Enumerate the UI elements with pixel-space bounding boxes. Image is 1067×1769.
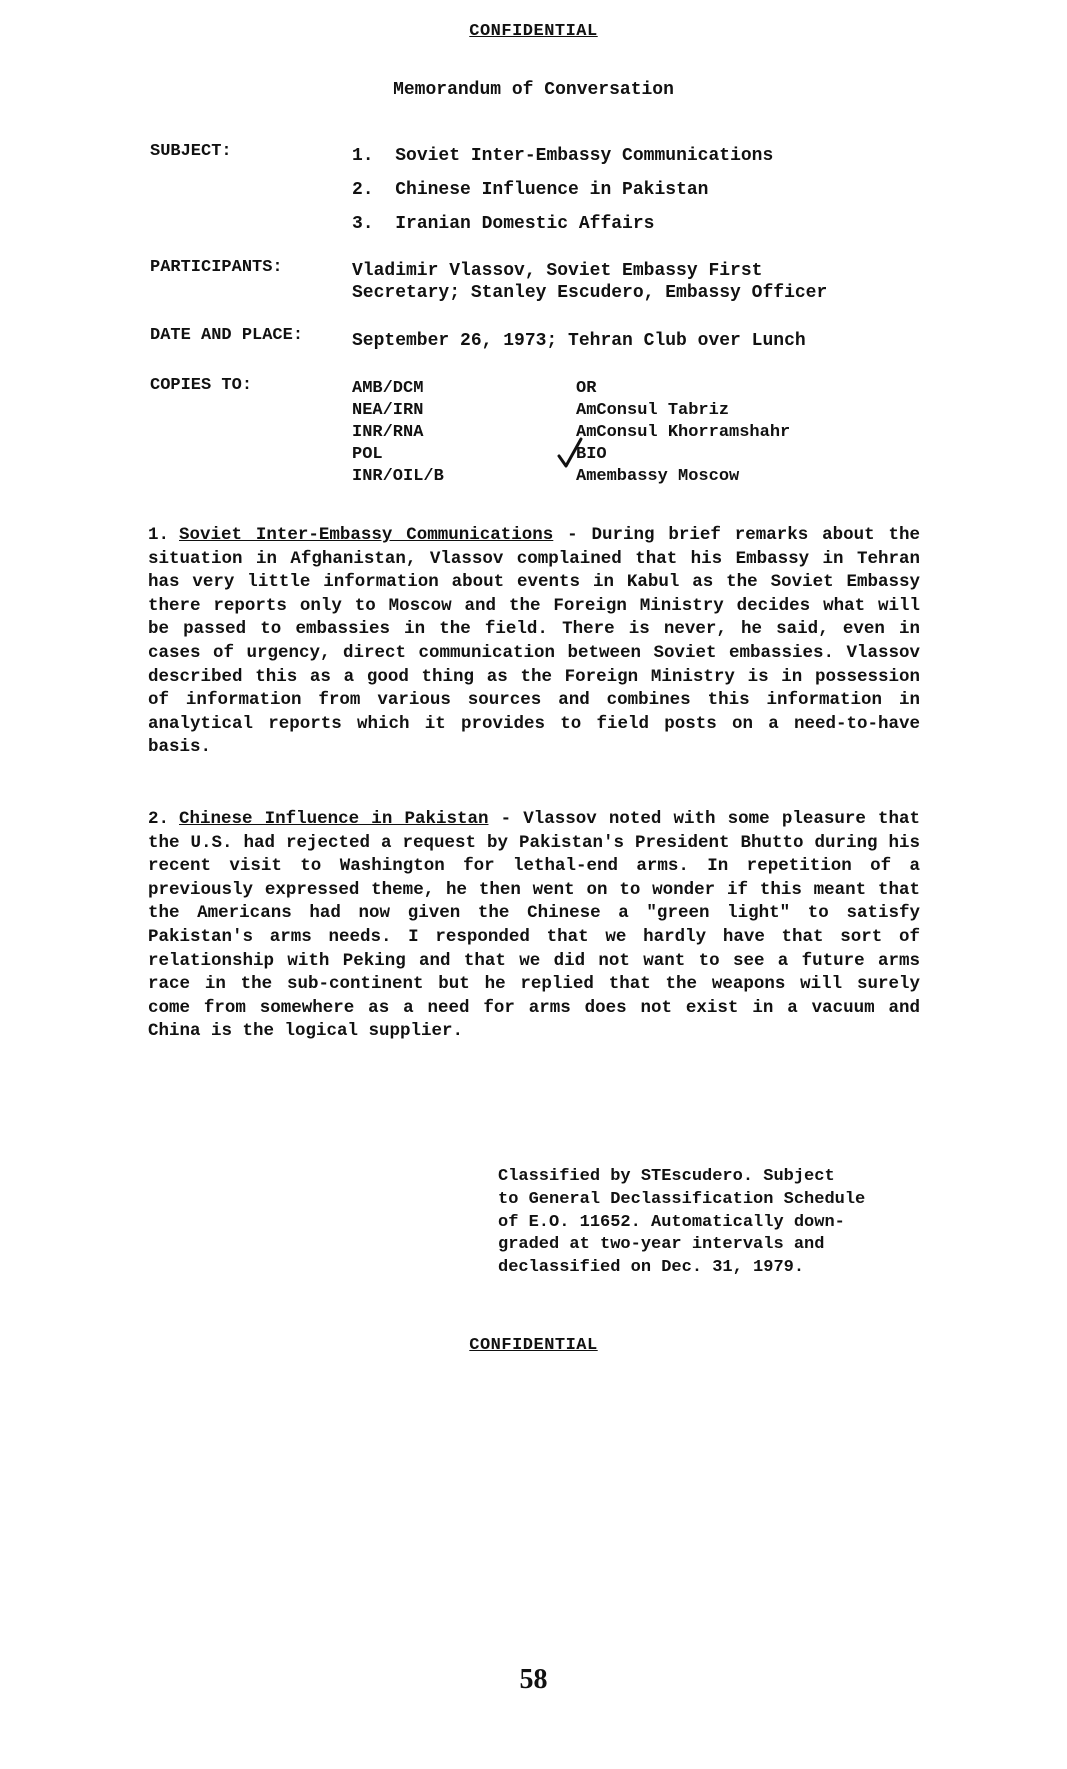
paragraph-number: 2.	[148, 809, 170, 829]
copies-recipient: INR/OIL/B	[352, 467, 444, 486]
copies-recipient: AmConsul Khorramshahr	[576, 423, 791, 442]
copies-recipient: NEA/IRN	[352, 401, 424, 420]
paragraph-body: During brief remarks about the situation in Afghanistan, Vlassov complained that his Embassy in Tehran has very little information about events in Kabul as the Soviet Embassy there reports only to Moscow and the Foreign Ministry decides what will be passed to embassies in the field. There is never, he said, even in cases of urgency, direct communication between Soviet embassies. Vlassov described this as a good thing as the Foreign Ministry is in possession of information from various sources and combines this information in analytical reports which it provides to field posts on a need-to-have basis.	[148, 525, 920, 758]
subject-item-number: 3.	[352, 214, 374, 234]
paragraph-separator: -	[553, 525, 592, 545]
copies-recipient: AMB/DCM	[352, 379, 424, 398]
participants-label: PARTICIPANTS:	[150, 258, 283, 277]
page-number: 58	[519, 1664, 548, 1695]
participants-line: Secretary; Stanley Escudero, Embassy Officer	[352, 283, 828, 303]
classification-note-line: Classified by STEscudero. Subject	[498, 1167, 835, 1186]
subject-item-number: 1.	[352, 146, 374, 166]
copies-list-left	[352, 378, 444, 488]
classification-note-line: to General Declassification Schedule	[498, 1189, 866, 1209]
paragraph-heading: Soviet Inter-Embassy Communications	[179, 525, 554, 545]
paragraph-number: 1.	[148, 525, 170, 545]
copies-recipient: OR	[576, 379, 597, 398]
classification-footer: CONFIDENTIAL	[469, 1336, 598, 1355]
check-mark-icon	[556, 436, 584, 470]
subject-item-2	[352, 180, 708, 200]
paragraph-heading: Chinese Influence in Pakistan	[179, 809, 489, 829]
classification-note	[498, 1166, 928, 1280]
subject-item-text: Soviet Inter-Embassy Communications	[395, 146, 774, 166]
participants-value	[352, 260, 827, 304]
subject-label: SUBJECT:	[150, 142, 232, 161]
date-place-label: DATE AND PLACE:	[150, 326, 304, 345]
memo-title: Memorandum of Conversation	[393, 80, 674, 100]
subject-item-1	[352, 146, 773, 166]
participants-line: Vladimir Vlassov, Soviet Embassy First	[352, 261, 763, 281]
paragraph-2	[148, 808, 920, 1044]
copies-recipient: AmConsul Tabriz	[576, 401, 730, 420]
paragraph-1	[148, 524, 920, 760]
date-place-value: September 26, 1973; Tehran Club over Lunch	[352, 331, 806, 351]
paragraph-body: Vlassov noted with some pleasure that the U.S. had rejected a request by Pakistan's President Bhutto during his recent visit to Washington for lethal-end arms. In repetition of a previously expressed theme, he then went on to wonder if this meant that the Americans had now given the Chinese a "green light" to satisfy Pakistan's arms needs. I responded that we hardly have that sort of relationship with Peking and that we did not want to see a future arms race in the sub-continent but he replied that the weapons will surely come from somewhere as a need for arms does not exist in a vacuum and China is the logical supplier.	[148, 809, 920, 1042]
copies-recipient: BIO	[576, 445, 607, 464]
classification-note-line: graded at two-year intervals and	[498, 1235, 825, 1255]
subject-item-text: Chinese Influence in Pakistan	[395, 180, 709, 200]
classification-note-line: of E.O. 11652. Automatically down-	[498, 1212, 845, 1232]
subject-item-text: Iranian Domestic Affairs	[395, 214, 655, 234]
subject-item-number: 2.	[352, 180, 374, 200]
copies-recipient: INR/RNA	[352, 423, 424, 442]
copies-recipient: Amembassy Moscow	[576, 467, 740, 486]
copies-list-right	[576, 378, 790, 488]
paragraph-separator: -	[488, 809, 524, 829]
classification-note-line: declassified on Dec. 31, 1979.	[498, 1258, 805, 1278]
classification-header: CONFIDENTIAL	[469, 22, 598, 41]
subject-item-3	[352, 214, 654, 234]
copies-recipient: POL	[352, 445, 383, 464]
copies-label: COPIES TO:	[150, 376, 253, 395]
